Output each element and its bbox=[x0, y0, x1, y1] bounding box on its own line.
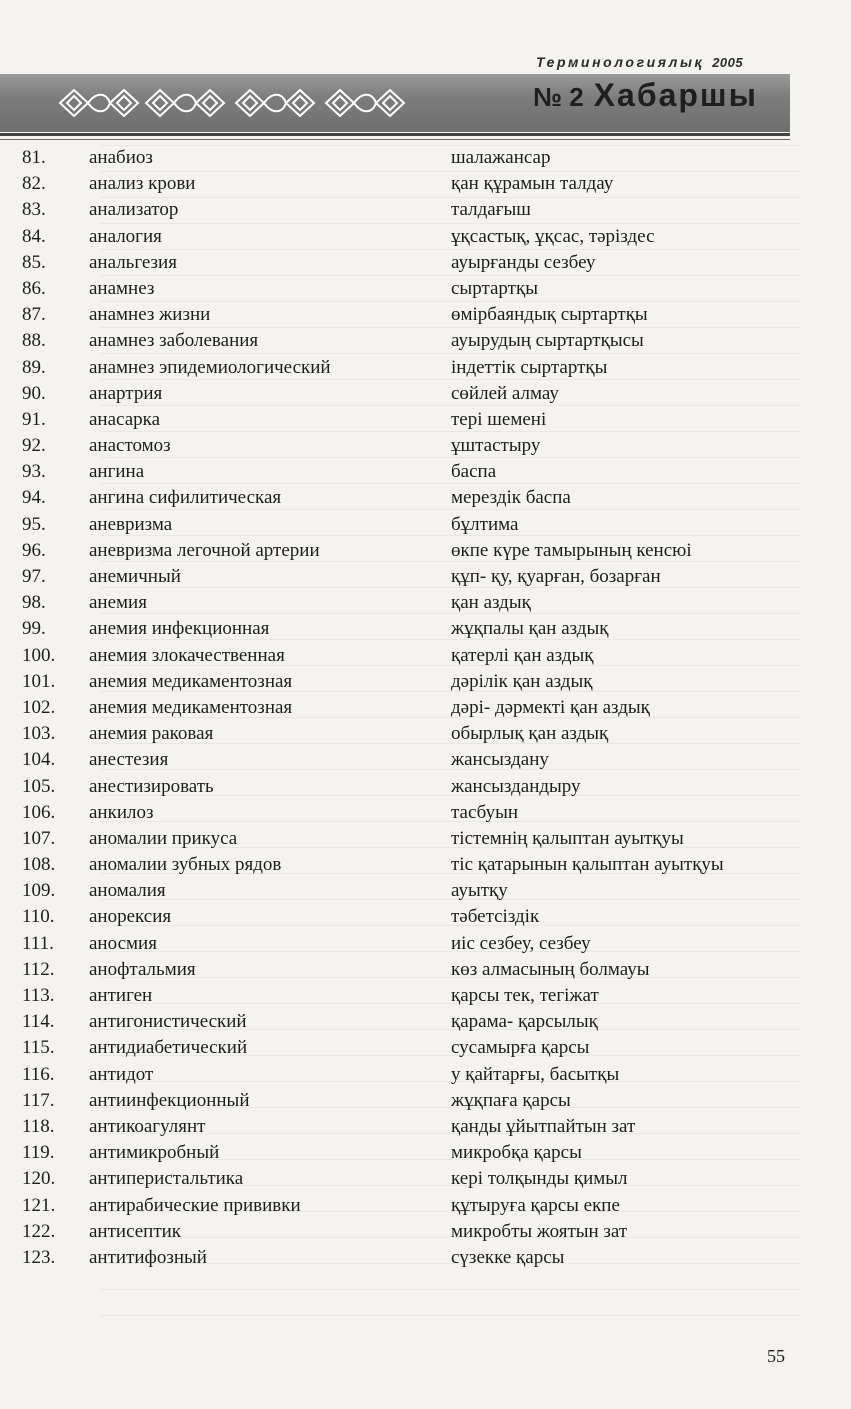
term-entry bbox=[0, 1140, 851, 1166]
russian-term: антитифозный bbox=[89, 1246, 207, 1268]
term-entry bbox=[0, 695, 851, 721]
kazakh-term: құп- қу, қуарған, бозарған bbox=[451, 566, 661, 587]
kazakh-term: ауытқу bbox=[451, 880, 508, 902]
russian-term: анамнез жизни bbox=[89, 304, 211, 326]
term-entry bbox=[0, 643, 851, 669]
term-entry bbox=[0, 355, 851, 381]
russian-term: антисептик bbox=[89, 1220, 182, 1242]
term-entry bbox=[0, 800, 851, 826]
journal-year: 2005 bbox=[712, 55, 744, 70]
russian-term: анемия злокачественная bbox=[89, 644, 285, 666]
kazakh-term: жансыздандыру bbox=[451, 775, 581, 797]
entry-number: 100. bbox=[22, 644, 56, 666]
russian-term: аневризма легочной артерии bbox=[89, 539, 320, 561]
kazakh-term: кері толқынды қимыл bbox=[451, 1168, 628, 1190]
entry-number: 111. bbox=[22, 932, 54, 954]
kazakh-term: тәбетсіздік bbox=[451, 906, 540, 928]
entry-number: 96. bbox=[22, 539, 46, 561]
kazakh-term: сүзекке қарсы bbox=[451, 1246, 565, 1268]
russian-term: антиген bbox=[89, 985, 153, 1006]
russian-term: анемия раковая bbox=[89, 723, 214, 745]
kazakh-term: сусамырға қарсы bbox=[451, 1037, 590, 1059]
term-entry bbox=[0, 1088, 851, 1114]
entry-number: 92. bbox=[22, 435, 46, 457]
term-entry bbox=[0, 171, 851, 197]
russian-term: анализатор bbox=[89, 199, 179, 221]
term-entry bbox=[0, 957, 851, 983]
kazakh-term: індеттік сыртартқы bbox=[451, 356, 608, 378]
kazakh-term: мерездік баспа bbox=[451, 487, 571, 509]
russian-term: анорексия bbox=[89, 906, 172, 928]
kazakh-term: ұқсастық, ұқсас, тәріздес bbox=[451, 225, 655, 247]
term-entry bbox=[0, 1219, 851, 1245]
term-entry bbox=[0, 224, 851, 250]
russian-term: анабиоз bbox=[89, 147, 153, 168]
russian-term: анастомоз bbox=[89, 435, 171, 457]
russian-term: антикоагулянт bbox=[89, 1115, 206, 1137]
kazakh-term: микробты жоятын зат bbox=[451, 1220, 628, 1242]
term-entry bbox=[0, 669, 851, 695]
russian-term: анкилоз bbox=[89, 801, 154, 823]
entry-number: 82. bbox=[22, 173, 46, 195]
entry-number: 93. bbox=[22, 461, 46, 483]
ornament-pattern bbox=[56, 84, 416, 122]
russian-term: аналогия bbox=[89, 225, 162, 247]
russian-term: антиинфекционный bbox=[89, 1089, 250, 1111]
kazakh-term: қарама- қарсылық bbox=[451, 1011, 598, 1033]
russian-term: анемия медикаментозная bbox=[89, 670, 293, 692]
term-entry bbox=[0, 1166, 851, 1192]
russian-term: антигонистический bbox=[89, 1011, 247, 1033]
term-entry bbox=[0, 774, 851, 800]
russian-term: анемия инфекционная bbox=[89, 618, 270, 640]
term-entry bbox=[0, 433, 851, 459]
term-entry bbox=[0, 512, 851, 538]
kazakh-term: қарсы тек, тегіжат bbox=[451, 985, 599, 1006]
entry-number: 101. bbox=[22, 670, 56, 692]
kazakh-term: микробқа қарсы bbox=[451, 1142, 582, 1164]
russian-term: аномалии прикуса bbox=[89, 827, 238, 849]
kazakh-term: дәрілік қан аздық bbox=[451, 670, 593, 692]
russian-term: анамнез заболевания bbox=[89, 330, 259, 352]
russian-term: анестезия bbox=[89, 749, 169, 771]
kazakh-term: құтыруға қарсы екпе bbox=[451, 1194, 620, 1216]
russian-term: аносмия bbox=[89, 932, 157, 954]
russian-term: анестизировать bbox=[89, 775, 214, 797]
russian-term: анофтальмия bbox=[89, 958, 196, 980]
kazakh-term: өмірбаяндық сыртартқы bbox=[451, 304, 648, 326]
russian-term: антирабические прививки bbox=[89, 1194, 301, 1216]
russian-term: анализ крови bbox=[89, 173, 196, 195]
entry-number: 102. bbox=[22, 696, 56, 718]
russian-term: анамнез bbox=[89, 277, 155, 299]
russian-term: анамнез эпидемиологический bbox=[89, 356, 331, 378]
term-entry bbox=[0, 616, 851, 642]
kazakh-term: тері шемені bbox=[451, 408, 547, 430]
kazakh-term: дәрі- дәрмекті қан аздық bbox=[451, 696, 650, 718]
russian-term: анемичный bbox=[89, 566, 181, 587]
entry-number: 103. bbox=[22, 723, 56, 745]
term-entry bbox=[0, 1062, 851, 1088]
entry-number: 112. bbox=[22, 958, 55, 980]
kazakh-term: обырлық қан аздық bbox=[451, 723, 609, 745]
kazakh-term: қатерлі қан аздық bbox=[451, 644, 594, 666]
term-entry bbox=[0, 197, 851, 223]
entry-number: 107. bbox=[22, 827, 56, 849]
kazakh-term: ұштастыру bbox=[451, 435, 541, 457]
entry-number: 109. bbox=[22, 880, 56, 902]
issue-number: № 2 bbox=[533, 82, 584, 112]
term-entry bbox=[0, 1114, 851, 1140]
term-entry bbox=[0, 590, 851, 616]
russian-term: антиперистальтика bbox=[89, 1168, 244, 1190]
term-entry bbox=[0, 983, 851, 1009]
entry-number: 90. bbox=[22, 382, 46, 404]
term-entry bbox=[0, 145, 851, 171]
term-entry bbox=[0, 878, 851, 904]
kazakh-term: сыртартқы bbox=[451, 277, 538, 299]
term-entry bbox=[0, 407, 851, 433]
kazakh-term: қанды ұйытпайтын зат bbox=[451, 1115, 636, 1137]
term-entry bbox=[0, 904, 851, 930]
kazakh-term: талдағыш bbox=[451, 199, 531, 221]
term-entry bbox=[0, 826, 851, 852]
entry-number: 118. bbox=[22, 1115, 55, 1137]
kazakh-term: сөйлей алмау bbox=[451, 382, 559, 404]
term-entry bbox=[0, 381, 851, 407]
entry-number: 94. bbox=[22, 487, 46, 509]
russian-term: аномалия bbox=[89, 880, 166, 902]
issue-name: Хабаршы bbox=[593, 77, 758, 113]
kazakh-term: тістемнің қалыптан ауытқуы bbox=[451, 827, 684, 849]
entry-number: 110. bbox=[22, 906, 55, 928]
russian-term: антимикробный bbox=[89, 1142, 220, 1164]
issue-heading bbox=[533, 77, 758, 114]
entry-number: 91. bbox=[22, 408, 46, 430]
term-entry bbox=[0, 747, 851, 773]
entry-number: 115. bbox=[22, 1037, 55, 1059]
kazakh-term: қан аздық bbox=[451, 592, 531, 614]
entry-number: 89. bbox=[22, 356, 46, 378]
term-entry bbox=[0, 538, 851, 564]
entry-number: 98. bbox=[22, 592, 46, 614]
entry-number: 117. bbox=[22, 1089, 55, 1111]
entry-number: 99. bbox=[22, 618, 46, 640]
header-rule-thin bbox=[0, 139, 790, 140]
kazakh-term: жұқпаға қарсы bbox=[451, 1089, 571, 1111]
page-number: 55 bbox=[767, 1346, 785, 1366]
russian-term: анемия медикаментозная bbox=[89, 696, 293, 718]
russian-term: антидот bbox=[89, 1063, 154, 1085]
entry-number: 113. bbox=[22, 985, 55, 1006]
term-entry bbox=[0, 1035, 851, 1061]
entry-number: 116. bbox=[22, 1063, 55, 1085]
entry-number: 114. bbox=[22, 1011, 55, 1033]
entry-number: 122. bbox=[22, 1220, 56, 1242]
russian-term: аневризма bbox=[89, 513, 173, 535]
kazakh-term: көз алмасының болмауы bbox=[451, 958, 650, 980]
kazakh-term: тіс қатарынын қалыптан ауытқуы bbox=[451, 854, 724, 876]
kazakh-term: жансыздану bbox=[451, 749, 549, 771]
term-entry bbox=[0, 931, 851, 957]
entry-number: 121. bbox=[22, 1194, 56, 1216]
term-entry bbox=[0, 302, 851, 328]
russian-term: анемия bbox=[89, 592, 147, 614]
kazakh-term: тасбуын bbox=[451, 801, 519, 823]
russian-term: анальгезия bbox=[89, 251, 177, 273]
term-entry bbox=[0, 721, 851, 747]
term-entry bbox=[0, 250, 851, 276]
term-entry bbox=[0, 1193, 851, 1219]
term-entry bbox=[0, 459, 851, 485]
term-entry bbox=[0, 852, 851, 878]
entry-number: 86. bbox=[22, 277, 46, 299]
entry-number: 106. bbox=[22, 801, 56, 823]
kazakh-term: ауырудың сыртартқысы bbox=[451, 330, 644, 352]
entry-number: 87. bbox=[22, 304, 46, 326]
kazakh-term: баспа bbox=[451, 461, 497, 483]
russian-term: анартрия bbox=[89, 382, 163, 404]
kazakh-term: қан құрамын талдау bbox=[451, 173, 614, 195]
entry-number: 85. bbox=[22, 251, 46, 273]
journal-title bbox=[536, 54, 743, 70]
term-entry bbox=[0, 485, 851, 511]
entry-number: 108. bbox=[22, 854, 56, 876]
kazakh-term: жұқпалы қан аздық bbox=[451, 618, 609, 640]
kazakh-term: өкпе күре тамырының кенсюі bbox=[451, 539, 692, 561]
journal-name: Терминологиялық bbox=[536, 54, 705, 70]
entry-number: 83. bbox=[22, 199, 46, 221]
header-rule bbox=[0, 133, 790, 136]
russian-term: аномалии зубных рядов bbox=[89, 854, 282, 876]
entry-number: 105. bbox=[22, 775, 56, 797]
kazakh-term: иіс сезбеу, сезбеу bbox=[451, 932, 591, 954]
russian-term: антидиабетический bbox=[89, 1037, 248, 1059]
entry-number: 95. bbox=[22, 513, 46, 535]
kazakh-term: шалажансар bbox=[451, 147, 551, 168]
term-entry bbox=[0, 1245, 851, 1271]
entry-number: 97. bbox=[22, 566, 46, 587]
entry-number: 120. bbox=[22, 1168, 56, 1190]
russian-term: анасарка bbox=[89, 408, 161, 430]
term-list bbox=[0, 145, 851, 1271]
entry-number: 104. bbox=[22, 749, 56, 771]
entry-number: 123. bbox=[22, 1246, 56, 1268]
entry-number: 81. bbox=[22, 147, 46, 168]
entry-number: 88. bbox=[22, 330, 46, 352]
entry-number: 119. bbox=[22, 1142, 55, 1164]
entry-number: 84. bbox=[22, 225, 46, 247]
term-entry bbox=[0, 276, 851, 302]
kazakh-term: ауырғанды сезбеу bbox=[451, 251, 596, 273]
term-entry bbox=[0, 1009, 851, 1035]
russian-term: ангина bbox=[89, 461, 145, 483]
term-entry bbox=[0, 564, 851, 590]
term-entry bbox=[0, 328, 851, 354]
russian-term: ангина сифилитическая bbox=[89, 487, 282, 509]
kazakh-term: у қайтарғы, басытқы bbox=[451, 1063, 620, 1085]
kazakh-term: бұлтима bbox=[451, 513, 519, 535]
